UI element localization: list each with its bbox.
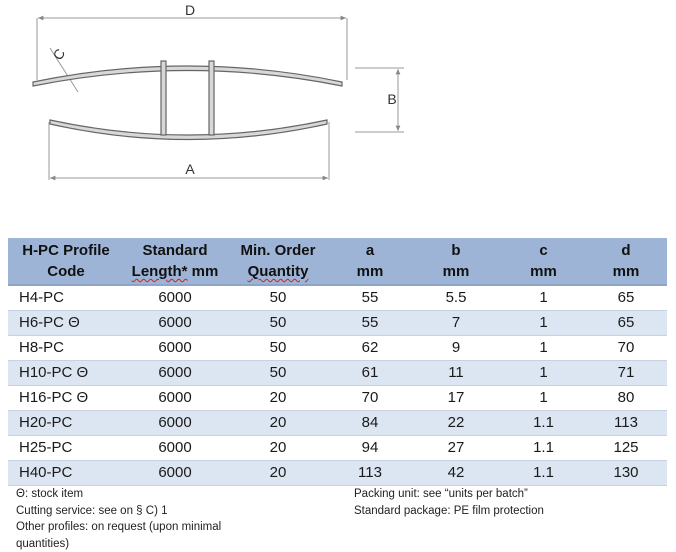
profile-spec-table — [8, 238, 667, 486]
cell-code: H25-PC — [8, 436, 124, 461]
cell-d: 65 — [585, 311, 667, 336]
cell-length: 6000 — [124, 411, 226, 436]
label-c: C — [49, 45, 69, 63]
cell-b: 27 — [410, 436, 502, 461]
cell-a: 55 — [330, 311, 410, 336]
cell-c: 1 — [502, 336, 585, 361]
header-min-order: Min. Order Quantity — [226, 238, 330, 285]
note-other-profiles: Other profiles: on request (upon minimal quantities) — [16, 521, 222, 550]
cell-length: 6000 — [124, 285, 226, 311]
cell-a: 62 — [330, 336, 410, 361]
cell-b: 17 — [410, 386, 502, 411]
table-row — [8, 311, 667, 336]
cell-b: 42 — [410, 461, 502, 486]
cell-min-order: 20 — [226, 411, 330, 436]
cell-b: 11 — [410, 361, 502, 386]
cell-a: 84 — [330, 411, 410, 436]
notes-right — [354, 486, 654, 519]
cell-c: 1 — [502, 361, 585, 386]
header-d: d mm — [585, 238, 667, 285]
cell-code: H16-PC Θ — [8, 386, 124, 411]
cell-length: 6000 — [124, 336, 226, 361]
cell-a: 70 — [330, 386, 410, 411]
cell-d: 70 — [585, 336, 667, 361]
cell-b: 7 — [410, 311, 502, 336]
cell-b: 5.5 — [410, 285, 502, 311]
h-profile-diagram — [0, 0, 676, 232]
cell-c: 1 — [502, 311, 585, 336]
profile-shape — [33, 61, 342, 140]
cell-min-order: 20 — [226, 386, 330, 411]
cell-length: 6000 — [124, 436, 226, 461]
cell-a: 94 — [330, 436, 410, 461]
cell-a: 113 — [330, 461, 410, 486]
cell-length: 6000 — [124, 386, 226, 411]
table-row — [8, 361, 667, 386]
table-row — [8, 336, 667, 361]
header-c: c mm — [502, 238, 585, 285]
cell-min-order: 20 — [226, 436, 330, 461]
cell-code: H6-PC Θ — [8, 311, 124, 336]
label-a: A — [185, 161, 195, 177]
table-row — [8, 461, 667, 486]
note-packing-unit: Packing unit: see “units per batch” — [354, 488, 528, 500]
cell-length: 6000 — [124, 361, 226, 386]
cell-d: 65 — [585, 285, 667, 311]
cell-d: 80 — [585, 386, 667, 411]
cell-c: 1.1 — [502, 411, 585, 436]
dimension-lines — [37, 18, 404, 180]
table-header-row — [8, 238, 667, 285]
cell-d: 125 — [585, 436, 667, 461]
header-length: Standard Length* mm — [124, 238, 226, 285]
cell-min-order: 50 — [226, 361, 330, 386]
header-code: H-PC Profile Code — [8, 238, 124, 285]
cell-code: H40-PC — [8, 461, 124, 486]
notes-left — [16, 486, 226, 552]
table-row — [8, 436, 667, 461]
cell-b: 22 — [410, 411, 502, 436]
cell-length: 6000 — [124, 461, 226, 486]
cell-code: H8-PC — [8, 336, 124, 361]
note-stock-item: Θ: stock item — [16, 488, 84, 500]
cell-a: 61 — [330, 361, 410, 386]
label-d: D — [184, 2, 196, 18]
cell-min-order: 50 — [226, 311, 330, 336]
cell-min-order: 50 — [226, 336, 330, 361]
label-b: B — [387, 91, 397, 107]
note-standard-package: Standard package: PE film protection — [354, 504, 544, 517]
table-row — [8, 411, 667, 436]
cell-code: H20-PC — [8, 411, 124, 436]
cell-a: 55 — [330, 285, 410, 311]
table-row — [8, 285, 667, 311]
cell-b: 9 — [410, 336, 502, 361]
cell-c: 1 — [502, 386, 585, 411]
cell-code: H4-PC — [8, 285, 124, 311]
cell-code: H10-PC Θ — [8, 361, 124, 386]
header-a: a mm — [330, 238, 410, 285]
cell-min-order: 50 — [226, 285, 330, 311]
header-b: b mm — [410, 238, 502, 285]
cell-length: 6000 — [124, 311, 226, 336]
cell-d: 130 — [585, 461, 667, 486]
cell-d: 113 — [585, 411, 667, 436]
cell-c: 1.1 — [502, 436, 585, 461]
cell-d: 71 — [585, 361, 667, 386]
note-cutting-service: Cutting service: see on § C) 1 — [16, 504, 168, 517]
cell-c: 1 — [502, 285, 585, 311]
cell-c: 1.1 — [502, 461, 585, 486]
table-row — [8, 386, 667, 411]
cell-min-order: 20 — [226, 461, 330, 486]
